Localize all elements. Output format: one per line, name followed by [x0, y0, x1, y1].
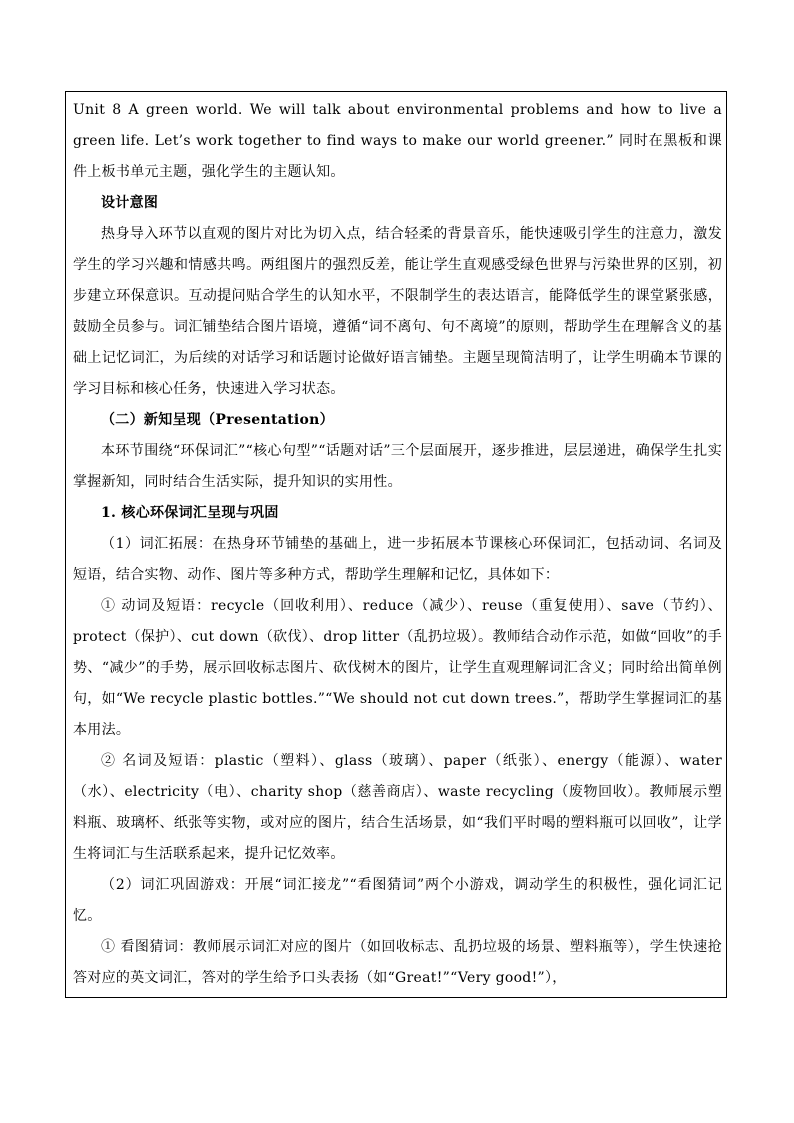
verbs-list-paragraph: ① 动词及短语：recycle（回收利用）、reduce（减少）、reuse（重复使用）、save（节约）、protect（保护）、cut down（砍伐）、drop litter（乱扔垃圾）。教师结合动作示范，如做“回收”的手势、“减少”的手势，展示回收标志图片、砍伐树木的图片，让学生直观理解词汇含义；同时给出简单例句，如“We recycle plastic bottles.”“We should not cut down trees.”，帮助学生掌握词汇的基本用法。	[73, 598, 722, 738]
lesson-plan-table-cell	[65, 91, 727, 998]
nouns-list-paragraph: ② 名词及短语：plastic（塑料）、glass（玻璃）、paper（纸张）、energy（能源）、water（水）、electricity（电）、charity shop（慈善商店）、waste recycling（废物回收）。教师展示塑料瓶、玻璃杯、纸张等实物，或对应的图片，结合生活场景，如“我们平时喝的塑料瓶可以回收”，让学生将词汇与生活联系起来，提升记忆效率。	[73, 753, 722, 862]
section-presentation-heading: （二）新知呈现（Presentation）	[101, 412, 334, 428]
section-presentation-intro: 本环节围绕“环保词汇”“核心句型”“话题对话”三个层面展开，逐步推进，层层递进，确保学生扎实掌握新知，同时结合生活实际，提升知识的实用性。	[73, 443, 722, 490]
intro-continuation-paragraph: Unit 8 A green world. We will talk about environmental problems and how to live a green life. Let’s work together to find ways to make our world greener.” 同时在黑板和课件上板书单元主题，强化学生的主题认知。	[73, 102, 722, 180]
guess-game-paragraph: ① 看图猜词：教师展示词汇对应的图片（如回收标志、乱扔垃圾的场景、塑料瓶等），学生快速抢答对应的英文词汇，答对的学生给予口头表扬（如“Great!”“Very good!”），	[73, 939, 722, 986]
vocabulary-expansion-paragraph: （1）词汇拓展：在热身环节铺垫的基础上，进一步拓展本节课核心环保词汇，包括动词、名词及短语，结合实物、动作、图片等多种方式，帮助学生理解和记忆，具体如下：	[73, 536, 722, 583]
vocabulary-subsection-heading: 1. 核心环保词汇呈现与巩固	[101, 505, 279, 521]
design-intent-heading: 设计意图	[101, 195, 159, 211]
vocabulary-games-paragraph: （2）词汇巩固游戏：开展“词汇接龙”“看图猜词”两个小游戏，调动学生的积极性，强化词汇记忆。	[73, 877, 722, 924]
design-intent-paragraph: 热身导入环节以直观的图片对比为切入点，结合轻柔的背景音乐，能快速吸引学生的注意力，激发学生的学习兴趣和情感共鸣。两组图片的强烈反差，能让学生直观感受绿色世界与污染世界的区别，初步建立环保意识。互动提问贴合学生的认知水平，不限制学生的表达语言，能降低学生的课堂紧张感，鼓励全员参与。词汇铺垫结合图片语境，遵循“词不离句、句不离境”的原则，帮助学生在理解含义的基础上记忆词汇，为后续的对话学习和话题讨论做好语言铺垫。主题呈现简洁明了，让学生明确本节课的学习目标和核心任务，快速进入学习状态。	[73, 226, 722, 397]
